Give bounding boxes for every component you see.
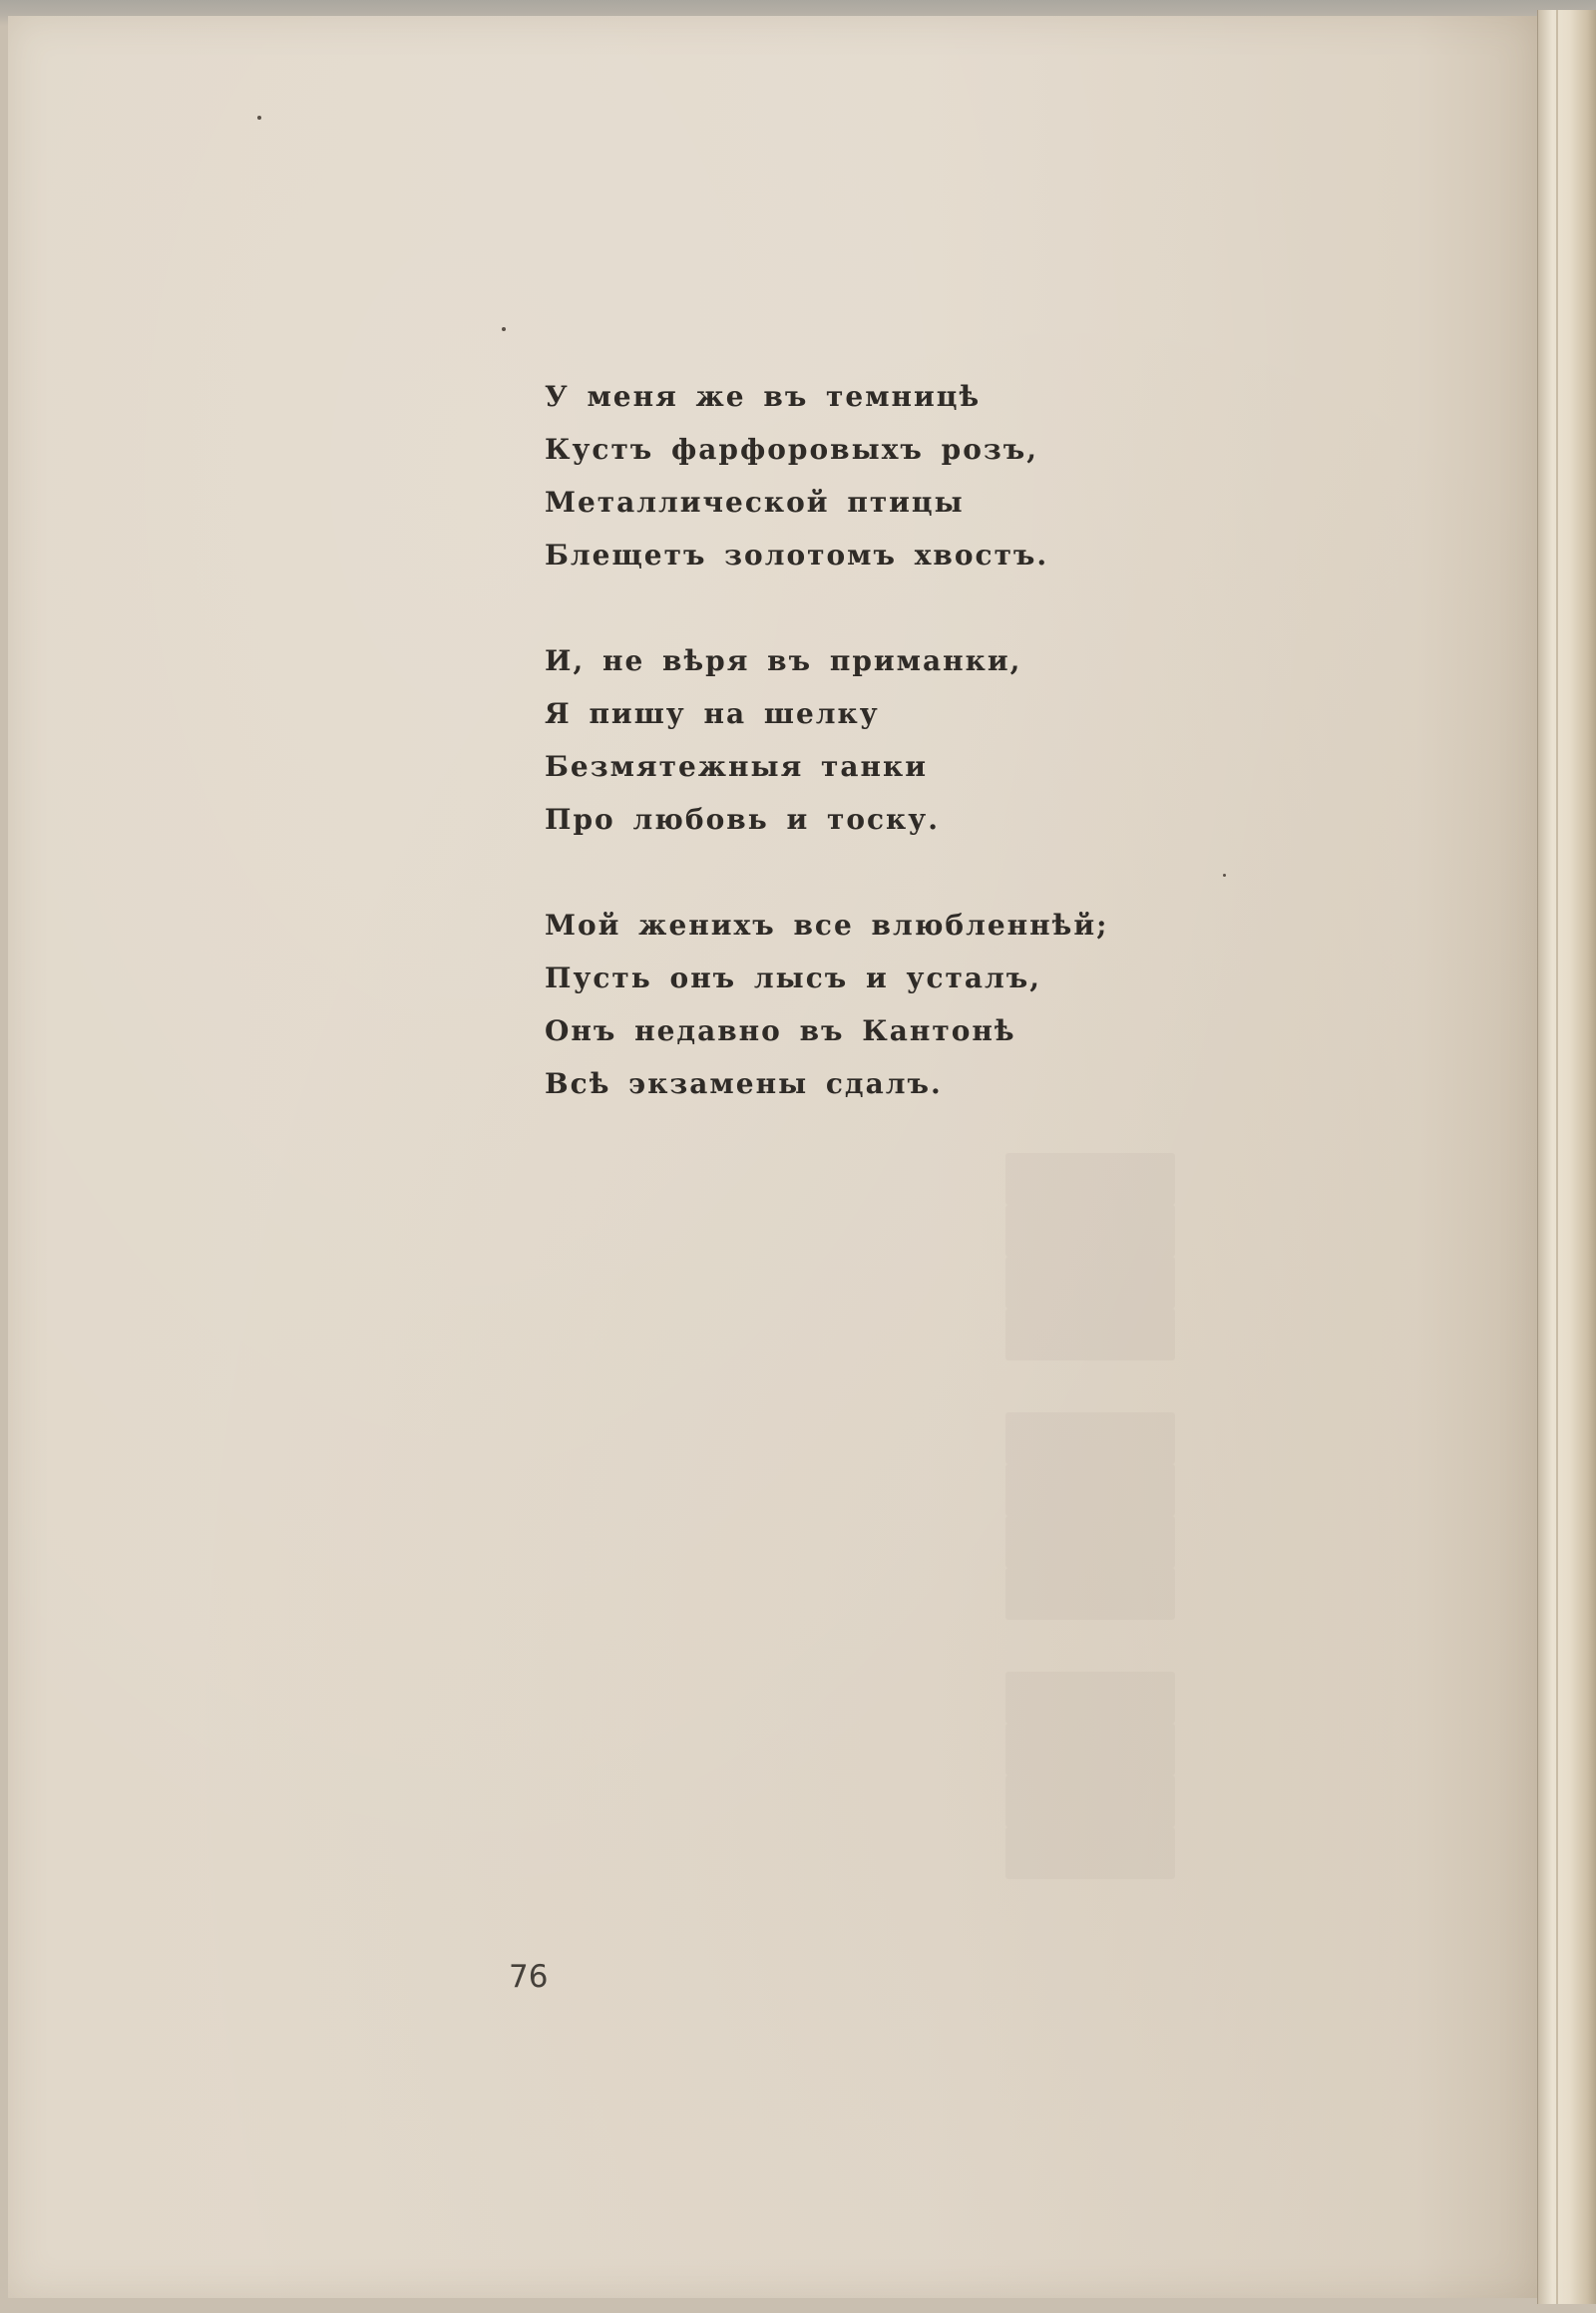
poem-line: Про любовь и тоску. (545, 803, 940, 836)
poem-line: Безмятежныя танки (545, 750, 929, 783)
paper-speck (502, 327, 506, 331)
paper-speck (257, 116, 261, 120)
paper-speck (1223, 874, 1226, 877)
poem-line: Пусть онъ лысъ и усталъ, (545, 962, 1041, 994)
poem-line: У меня же въ темницѣ (545, 380, 982, 413)
page-edge (1537, 10, 1596, 2304)
poem-line: Металлической птицы (545, 486, 965, 519)
stanza-3 (545, 899, 1108, 1110)
page-number: 76 (509, 1959, 549, 1995)
stanza-2 (545, 634, 1108, 846)
poem (545, 370, 1108, 1163)
show-through-text (1005, 1153, 1175, 1879)
stanza-1 (545, 370, 1108, 581)
poem-line: И, не вѣря въ приманки, (545, 644, 1022, 677)
poem-line: Я пишу на шелку (545, 697, 880, 730)
poem-line: Блещетъ золотомъ хвостъ. (545, 539, 1049, 572)
poem-line: Онъ недавно въ Кантонѣ (545, 1014, 1016, 1047)
book-page (8, 16, 1539, 2298)
poem-line: Кустъ фарфоровыхъ розъ, (545, 433, 1038, 466)
poem-line: Мой женихъ все влюбленнѣй; (545, 909, 1109, 942)
poem-line: Всѣ экзамены сдалъ. (545, 1067, 943, 1100)
